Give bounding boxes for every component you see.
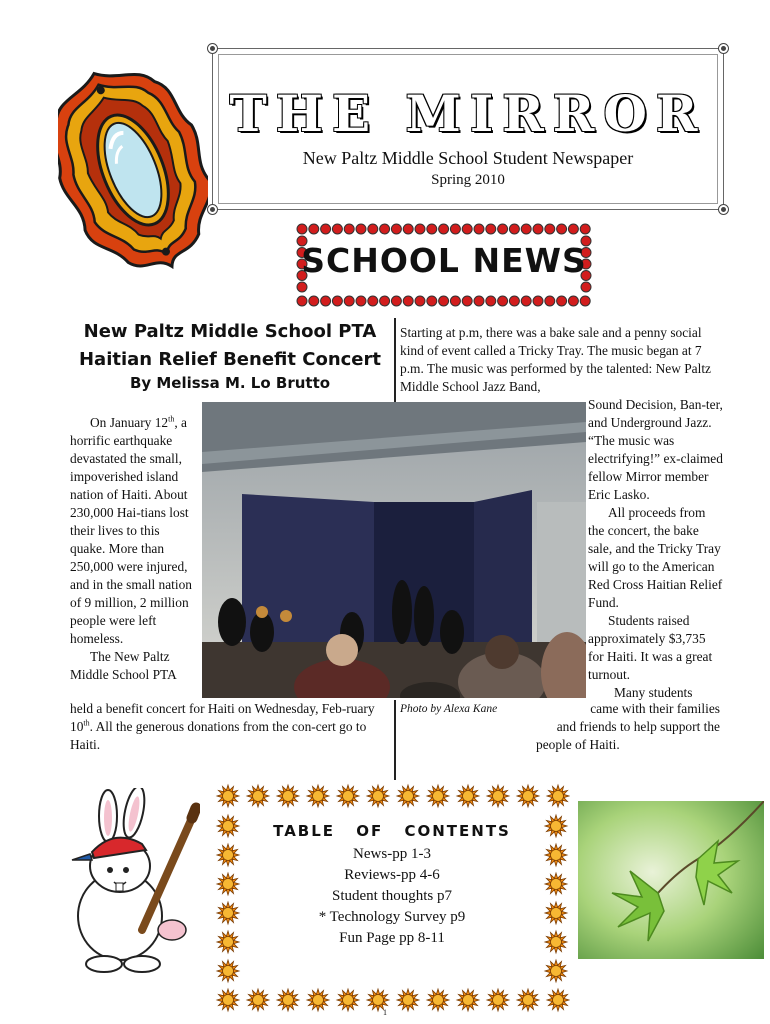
border-dot <box>391 296 401 306</box>
border-dot <box>321 224 331 234</box>
rabbit-baseball-icon <box>64 788 200 974</box>
border-dot <box>332 224 342 234</box>
sun-icon <box>217 902 239 924</box>
border-dot <box>486 224 496 234</box>
corner-ornament <box>207 43 218 54</box>
sun-icon <box>217 931 239 953</box>
issue-season: Spring 2010 <box>431 172 505 188</box>
border-dot <box>403 296 413 306</box>
border-dot <box>557 296 567 306</box>
photo-credit: Photo by Alexa Kane <box>400 703 498 715</box>
corner-ornament <box>718 204 729 215</box>
sun-icon <box>217 960 239 982</box>
paragraph: The New Paltz Middle School PTA <box>70 649 177 682</box>
border-dot <box>474 224 484 234</box>
article-right-bottom <box>520 700 720 754</box>
sun-icon <box>545 931 567 953</box>
border-dot <box>474 296 484 306</box>
border-dot <box>581 282 591 292</box>
text-line: came with their families <box>590 701 720 716</box>
border-dot <box>450 224 460 234</box>
article-headline <box>70 318 390 374</box>
paragraph: Starting at p.m, there was a bake sale and a penny social kind of event called a Tricky Tray. The music began at 7 p.m. The music was performed by the talented: New Paltz Middle School Jazz Band, <box>400 325 711 394</box>
toc-item: Reviews-pp 4-6 <box>344 867 440 883</box>
article-left-column <box>70 414 198 684</box>
sun-icon <box>545 815 567 837</box>
sun-icon <box>427 785 449 807</box>
border-dot <box>321 296 331 306</box>
concert-photo <box>202 402 586 698</box>
sun-icon <box>487 785 509 807</box>
border-dot <box>462 224 472 234</box>
sun-icon <box>247 785 269 807</box>
border-dot <box>380 296 390 306</box>
page-number: 1 <box>383 1008 387 1017</box>
superscript: th <box>83 718 90 728</box>
sun-icon <box>277 785 299 807</box>
border-dot <box>297 248 307 258</box>
sun-icon <box>217 785 239 807</box>
border-dot <box>533 296 543 306</box>
border-dot <box>580 296 590 306</box>
border-dot <box>581 248 591 258</box>
paragraph: All proceeds from the concert, the bake sale, and the Tricky Tray will go to the American Red Cross Haitian Relief Fund. <box>588 505 723 610</box>
article-right-top <box>400 324 722 396</box>
border-dot <box>297 282 307 292</box>
headline-line-1: New Paltz Middle School PTA <box>83 321 377 342</box>
border-dot <box>356 224 366 234</box>
border-dot <box>521 296 531 306</box>
border-dot <box>427 296 437 306</box>
sun-icon <box>217 873 239 895</box>
sun-icon <box>545 960 567 982</box>
border-dot <box>297 271 307 281</box>
border-dot <box>581 259 591 269</box>
border-dot <box>498 296 508 306</box>
superscript: th <box>168 414 175 424</box>
toc-item: News-pp 1-3 <box>353 846 431 862</box>
sun-icon <box>517 785 539 807</box>
text-line: and friends to help support the <box>556 719 720 734</box>
border-dot <box>344 296 354 306</box>
border-dot <box>368 224 378 234</box>
paragraph: Many students <box>614 685 693 700</box>
border-dot <box>344 224 354 234</box>
border-dot <box>581 271 591 281</box>
mirror-logo-icon <box>58 62 208 277</box>
headline-line-2: Haitian Relief Benefit Concert <box>78 349 381 370</box>
article-right-column <box>588 396 724 702</box>
border-dot <box>403 224 413 234</box>
newspaper-title: THE MIRROR <box>229 84 707 143</box>
corner-ornament <box>718 43 729 54</box>
paragraph: Students raised approximately $3,735 for Haiti. It was a great turnout. <box>588 613 713 682</box>
text-run: , a horrific earthquake devastated the small, impoverished island nation of Haiti. About 230,000 Hai-tians lost their lives to this quake. More than 250,000 were injured, and in the small nation of 9 million, 2 million people were left homeless. <box>70 415 192 646</box>
column-divider <box>394 700 396 780</box>
toc-item: Student thoughts p7 <box>331 888 452 904</box>
border-dot <box>415 224 425 234</box>
border-dot <box>581 236 591 246</box>
border-dot <box>439 296 449 306</box>
column-divider <box>394 318 396 402</box>
border-dot <box>545 224 555 234</box>
border-dot <box>545 296 555 306</box>
sun-icon <box>367 785 389 807</box>
border-dot <box>427 224 437 234</box>
border-dot <box>568 296 578 306</box>
text-run: held a benefit concert for Haiti on Wednesday, Feb-ruary 10 <box>70 701 375 734</box>
leaf-photo <box>578 801 764 959</box>
sun-icon <box>307 785 329 807</box>
border-dot <box>509 224 519 234</box>
border-dot <box>309 224 319 234</box>
text-run: On January 12 <box>90 415 169 430</box>
section-banner-border <box>294 221 594 309</box>
sun-icon <box>457 785 479 807</box>
border-dot <box>498 224 508 234</box>
border-dot <box>297 296 307 306</box>
corner-ornament <box>207 204 218 215</box>
sun-icon <box>547 785 569 807</box>
border-dot <box>297 224 307 234</box>
toc-item: * Technology Survey p9 <box>318 909 466 925</box>
sun-icon <box>397 785 419 807</box>
border-dot <box>391 224 401 234</box>
border-dot <box>509 296 519 306</box>
border-dot <box>415 296 425 306</box>
toc-sun-border <box>214 782 570 1014</box>
newspaper-subtitle: New Paltz Middle School Student Newspaper <box>302 148 634 168</box>
text-line: people of Haiti. <box>536 737 620 752</box>
masthead <box>212 48 724 210</box>
sun-icon <box>545 902 567 924</box>
article-byline: By Melissa M. Lo Brutto <box>129 374 331 392</box>
sun-icon <box>217 844 239 866</box>
border-dot <box>462 296 472 306</box>
border-dot <box>380 224 390 234</box>
border-dot <box>521 224 531 234</box>
sun-icon <box>545 844 567 866</box>
border-dot <box>309 296 319 306</box>
article-wide-paragraph <box>70 700 388 754</box>
text-run: . All the generous donations from the con-cert go to Haiti. <box>70 719 367 752</box>
border-dot <box>356 296 366 306</box>
border-dot <box>439 224 449 234</box>
sun-icon <box>217 815 239 837</box>
border-dot <box>297 259 307 269</box>
toc-title: TABLE OF CONTENTS <box>273 822 511 840</box>
border-dot <box>450 296 460 306</box>
border-dot <box>557 224 567 234</box>
section-title: SCHOOL NEWS <box>301 241 587 280</box>
border-dot <box>368 296 378 306</box>
paragraph: Sound Decision, Ban-ter, and Underground Jazz. “The music was electrifying!” ex-claimed fellow Mirror member Eric Lasko. <box>588 397 723 502</box>
border-dot <box>580 224 590 234</box>
border-dot <box>332 296 342 306</box>
border-dot <box>486 296 496 306</box>
sun-icon <box>545 873 567 895</box>
sun-icon <box>337 785 359 807</box>
border-dot <box>568 224 578 234</box>
border-dot <box>533 224 543 234</box>
border-dot <box>297 236 307 246</box>
toc-item: Fun Page pp 8-11 <box>339 930 445 946</box>
